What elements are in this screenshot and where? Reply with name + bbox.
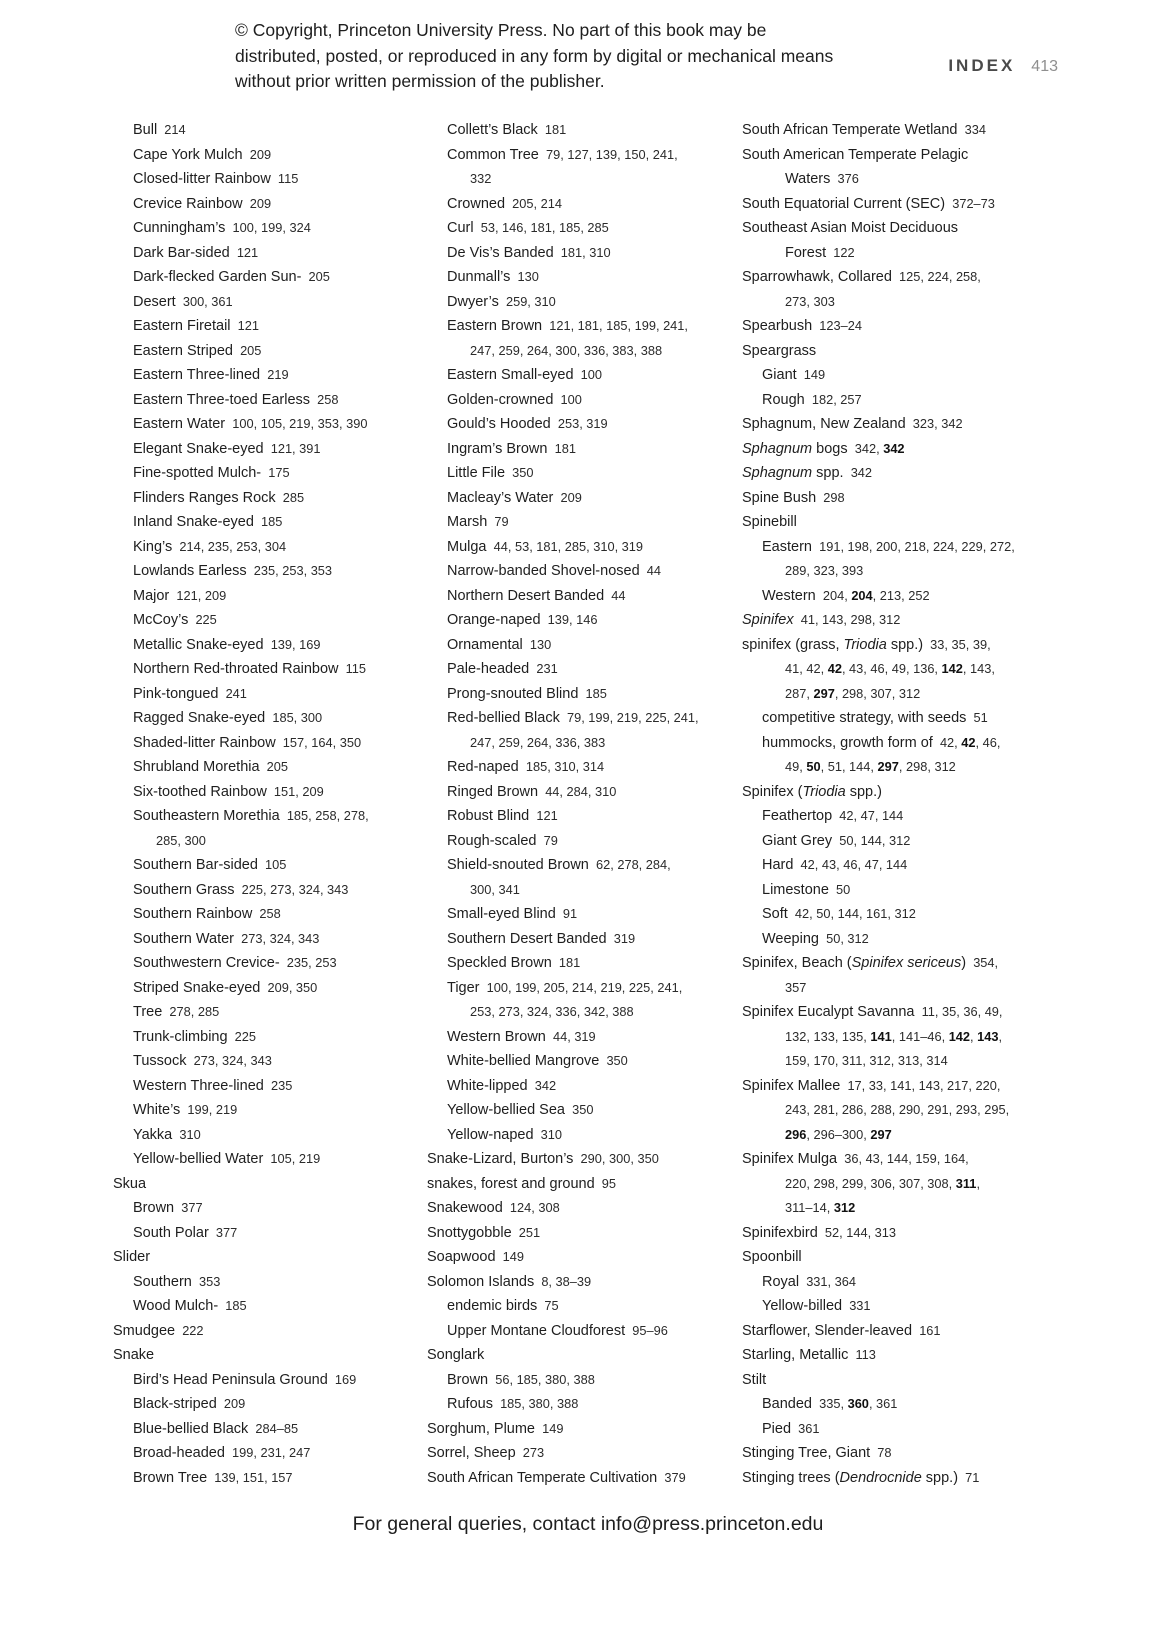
index-entry-main: Spinifex (Triodia spp.): [742, 783, 882, 800]
index-entry-main: Snottygobble 251: [427, 1224, 541, 1241]
index-entry-wrap: 332: [470, 171, 492, 186]
index-entry-sub: Eastern Three-toed Earless 258: [133, 391, 339, 408]
copyright-notice: © Copyright, Princeton University Press. No part of this book may be distributed, posted, or reproduced in any form by digital or mechanical means without prior written permission of the publisher.: [235, 20, 834, 91]
index-entry-sub: Southeastern Morethia 185, 258, 278,: [133, 808, 369, 824]
index-entry-sub: Weeping 50, 312: [762, 930, 869, 947]
index-entry-main: Snake-Lizard, Burton’s 290, 300, 350: [427, 1151, 659, 1167]
index-entry-main: Sparrowhawk, Collared 125, 224, 258,: [742, 269, 981, 285]
index-entry-main: Spinebill: [742, 514, 797, 530]
index-entry-wrap: 247, 259, 264, 300, 336, 383, 388: [470, 342, 663, 358]
index-entry-main: Solomon Islands 8, 38–39: [427, 1273, 592, 1290]
index-entry-sub: Western Brown 44, 319: [447, 1028, 596, 1045]
index-entry-sub: Southwestern Crevice- 235, 253: [133, 955, 337, 971]
index-entry-sub: Giant 149: [762, 367, 826, 383]
index-entry-main: Stinging trees (Dendrocnide spp.) 71: [742, 1469, 980, 1486]
index-entry-sub: Eastern Firetail 121: [133, 318, 259, 334]
index-entry-main: Stinging Tree, Giant 78: [742, 1445, 892, 1461]
index-entry-wrap: 41, 42, 42, 43, 46, 49, 136, 142, 143,: [785, 661, 995, 676]
index-entry-sub: Golden-crowned 100: [447, 391, 582, 408]
index-entry-sub: Rough-scaled 79: [447, 832, 558, 849]
section-label: INDEX: [948, 56, 1016, 75]
index-entry-sub: Little File 350: [447, 465, 534, 481]
index-entry-wrap: 220, 298, 299, 306, 307, 308, 311,: [785, 1175, 980, 1191]
index-entry-sub: Pied 361: [762, 1420, 820, 1437]
index-entry-main: Skua: [113, 1175, 147, 1192]
index-entry-sub: Tiger 100, 199, 205, 214, 219, 225, 241,: [447, 979, 683, 996]
index-entry-sub: King’s 214, 235, 253, 304: [133, 538, 287, 555]
index-entry-sub: Narrow-banded Shovel-nosed 44: [447, 563, 662, 579]
index-entry-main: snakes, forest and ground 95: [427, 1175, 617, 1192]
index-entry-wrap: Forest 122: [785, 244, 855, 261]
index-entry-sub: Tree 278, 285: [133, 1004, 220, 1020]
index-entry-main: Spoonbill: [742, 1249, 802, 1265]
index-entry-sub: Western 204, 204, 213, 252: [762, 587, 930, 604]
index-entry-sub: Small-eyed Blind 91: [447, 906, 578, 922]
index-entry-wrap: Waters 376: [785, 171, 859, 187]
index-entry-sub: McCoy’s 225: [133, 612, 217, 628]
index-entry-main: Spinifex Eucalypt Savanna 11, 35, 36, 49,: [742, 1004, 1003, 1020]
index-entry-sub: Northern Red-throated Rainbow 115: [133, 661, 367, 677]
index-column: [113, 118, 427, 1490]
index-entry-sub: Six-toothed Rainbow 151, 209: [133, 783, 324, 800]
index-entry-wrap: 300, 341: [470, 881, 520, 897]
index-entry-sub: Bull 214: [133, 122, 186, 138]
index-entry-sub: Closed-litter Rainbow 115: [133, 171, 299, 187]
index-entry-main: Starflower, Slender-leaved 161: [742, 1322, 941, 1339]
index-entry-sub: Royal 331, 364: [762, 1273, 857, 1290]
index-entry-sub: Speckled Brown 181: [447, 955, 581, 971]
index-entry-sub: Dark Bar-sided 121: [133, 244, 259, 261]
index-entry-sub: Eastern 191, 198, 200, 218, 224, 229, 272,: [762, 538, 1015, 555]
index-entry-sub: White-bellied Mangrove 350: [447, 1053, 628, 1069]
index-entry-sub: Shield-snouted Brown 62, 278, 284,: [447, 857, 671, 873]
index-entry-sub: Northern Desert Banded 44: [447, 587, 626, 604]
index-entry-sub: Black-striped 209: [133, 1396, 246, 1412]
index-entry-main: Spinifex Mallee 17, 33, 141, 143, 217, 220,: [742, 1077, 1001, 1094]
index-entry-sub: Crowned 205, 214: [447, 195, 562, 212]
page-footer: [0, 1513, 1176, 1536]
index-entry-main: Sphagnum, New Zealand 323, 342: [742, 416, 963, 432]
index-entry-sub: Yellow-billed 331: [762, 1298, 871, 1314]
index-entry-sub: Dwyer’s 259, 310: [447, 293, 556, 310]
index-entry-sub: Curl 53, 146, 181, 185, 285: [447, 220, 609, 236]
index-entry-sub: Inland Snake-eyed 185: [133, 514, 283, 530]
index-entry-main: Sorrel, Sheep 273: [427, 1445, 545, 1461]
index-entry-sub: Yellow-bellied Water 105, 219: [133, 1151, 321, 1167]
index-entry-wrap: 49, 50, 51, 144, 297, 298, 312: [785, 759, 956, 774]
index-entry-sub: Ornamental 130: [447, 636, 552, 653]
index-entry-sub: Rufous 185, 380, 388: [447, 1396, 579, 1412]
index-entry-sub: Dark-flecked Garden Sun- 205: [133, 269, 330, 285]
index-entry-main: Slider: [113, 1249, 151, 1265]
index-entry-main: South Equatorial Current (SEC) 372–73: [742, 195, 995, 212]
index-entry-main: Spinifex, Beach (Spinifex sericeus) 354,: [742, 955, 999, 971]
index-entry-sub: Hard 42, 43, 46, 47, 144: [762, 857, 908, 873]
index-entry-sub: Yellow-bellied Sea 350: [447, 1102, 594, 1118]
index-entry-wrap: 311–14, 312: [785, 1200, 856, 1215]
index-entry-wrap: 296, 296–300, 297: [785, 1126, 892, 1142]
index-entry-main: Soapwood 149: [427, 1249, 524, 1265]
index-entry-main: Smudgee 222: [113, 1322, 204, 1339]
index-entry-sub: Giant Grey 50, 144, 312: [762, 832, 911, 849]
index-entry-sub: Red-bellied Black 79, 199, 219, 225, 241,: [447, 710, 699, 726]
index-entry-sub: Southern Bar-sided 105: [133, 857, 287, 873]
index-entry-sub: Upper Montane Cloudforest 95–96: [447, 1322, 668, 1339]
index-entry-sub: White-lipped 342: [447, 1077, 557, 1094]
index-column: [427, 118, 742, 1490]
index-entry-sub: Common Tree 79, 127, 139, 150, 241,: [447, 146, 678, 163]
index-entry-wrap: 285, 300: [156, 832, 206, 848]
index-entry-sub: Eastern Striped 205: [133, 342, 262, 359]
index-entry-sub: Ragged Snake-eyed 185, 300: [133, 710, 323, 726]
index-entry-sub: Eastern Small-eyed 100: [447, 367, 602, 383]
index-entry-main: Sorghum, Plume 149: [427, 1420, 564, 1437]
index-entry-sub: Cunningham’s 100, 199, 324: [133, 220, 311, 236]
index-entry-main: Sphagnum bogs 342, 342: [742, 440, 905, 457]
index-entry-sub: Lowlands Earless 235, 253, 353: [133, 563, 333, 579]
index-entry-sub: Orange-naped 139, 146: [447, 612, 598, 628]
index-entry-main: Spinifex Mulga 36, 43, 144, 159, 164,: [742, 1151, 969, 1167]
index-entry-sub: Metallic Snake-eyed 139, 169: [133, 636, 321, 653]
index-entry-main: Spine Bush 298: [742, 489, 845, 506]
index-entry-sub: Southern Water 273, 324, 343: [133, 930, 320, 947]
index-entry-main: Snakewood 124, 308: [427, 1200, 560, 1216]
index-entry-main: South African Temperate Wetland 334: [742, 122, 986, 138]
index-entry-main: Spinifex 41, 143, 298, 312: [742, 612, 901, 628]
index-entry-sub: competitive strategy, with seeds 51: [762, 710, 988, 726]
index-entry-sub: Wood Mulch- 185: [133, 1298, 247, 1314]
index-entry-main: spinifex (grass, Triodia spp.) 33, 35, 39,: [742, 636, 991, 653]
index-entry-sub: Marsh 79: [447, 514, 509, 530]
index-entry-sub: Robust Blind 121: [447, 808, 558, 824]
index-entry-sub: Gould’s Hooded 253, 319: [447, 416, 608, 432]
index-entry-sub: Desert 300, 361: [133, 293, 233, 310]
index-entry-sub: Blue-bellied Black 284–85: [133, 1420, 299, 1437]
index-entry-sub: Cape York Mulch 209: [133, 146, 272, 163]
index-entry-sub: Collett’s Black 181: [447, 122, 567, 138]
index-entry-sub: Red-naped 185, 310, 314: [447, 759, 605, 775]
index-entry-sub: Southern 353: [133, 1273, 221, 1290]
index-entry-wrap: 289, 323, 393: [785, 563, 864, 578]
index-entry-wrap: 132, 133, 135, 141, 141–46, 142, 143,: [785, 1028, 1003, 1044]
index-entry-sub: Feathertop 42, 47, 144: [762, 808, 904, 824]
footer-contact: For general queries, contact info@press.princeton.edu: [352, 1513, 824, 1535]
index-entry-sub: Trunk-climbing 225: [133, 1028, 257, 1045]
index-entry-sub: Banded 335, 360, 361: [762, 1396, 898, 1412]
index-entry-sub: Striped Snake-eyed 209, 350: [133, 979, 318, 996]
index-entry-sub: Yakka 310: [133, 1126, 201, 1143]
index-entry-wrap: 253, 273, 324, 336, 342, 388: [470, 1004, 634, 1019]
index-entry-main: Speargrass: [742, 342, 817, 359]
index-entry-sub: endemic birds 75: [447, 1298, 559, 1314]
index-entry-wrap: 357: [785, 979, 807, 995]
index-entry-sub: South Polar 377: [133, 1224, 238, 1241]
index-entry-sub: Eastern Three-lined 219: [133, 367, 289, 383]
index-entry-main: Spearbush 123–24: [742, 318, 862, 334]
index-entry-sub: Elegant Snake-eyed 121, 391: [133, 440, 321, 457]
index-entry-sub: Southern Rainbow 258: [133, 906, 281, 922]
index-entry-sub: Dunmall’s 130: [447, 269, 539, 285]
index-entry-sub: Brown Tree 139, 151, 157: [133, 1469, 293, 1486]
index-entry-wrap: 159, 170, 311, 312, 313, 314: [785, 1053, 948, 1068]
index-entry-sub: Broad-headed 199, 231, 247: [133, 1445, 311, 1461]
index-entry-sub: Flinders Ranges Rock 285: [133, 489, 305, 506]
index-entry-sub: Major 121, 209: [133, 587, 227, 604]
index-entry-sub: Eastern Brown 121, 181, 185, 199, 241,: [447, 318, 688, 334]
index-entry-sub: Prong-snouted Blind 185: [447, 685, 607, 702]
index-entry-main: Songlark: [427, 1347, 485, 1363]
index-entry-sub: Eastern Water 100, 105, 219, 353, 390: [133, 416, 368, 432]
index-entry-sub: Brown 56, 185, 380, 388: [447, 1371, 595, 1388]
index-entry-sub: Crevice Rainbow 209: [133, 195, 272, 212]
index-entry-wrap: 247, 259, 264, 336, 383: [470, 734, 606, 750]
index-entry-wrap: 287, 297, 298, 307, 312: [785, 685, 921, 701]
index-entry-wrap: 273, 303: [785, 293, 835, 309]
index-entry-sub: Limestone 50: [762, 881, 851, 898]
index-entry-main: Snake: [113, 1347, 155, 1363]
index-entry-sub: White’s 199, 219: [133, 1102, 238, 1118]
index-entry-main: Stilt: [742, 1371, 767, 1388]
running-head: [948, 56, 1058, 76]
index-entry-sub: Western Three-lined 235: [133, 1077, 293, 1094]
index-column: [742, 118, 1054, 1490]
index-entry-sub: Macleay’s Water 209: [447, 489, 582, 506]
index-entry-sub: Southern Grass 225, 273, 324, 343: [133, 881, 349, 898]
index-entry-wrap: 243, 281, 286, 288, 290, 291, 293, 295,: [785, 1102, 1010, 1117]
index-entry-main: Spinifexbird 52, 144, 313: [742, 1224, 897, 1241]
index-entry-main: Starling, Metallic 113: [742, 1347, 876, 1363]
index-entry-main: South African Temperate Cultivation 379: [427, 1469, 686, 1486]
index-entry-sub: Tussock 273, 324, 343: [133, 1053, 272, 1069]
index-entry-sub: Mulga 44, 53, 181, 285, 310, 319: [447, 538, 644, 555]
index-entry-sub: Brown 377: [133, 1200, 203, 1216]
index-columns: [113, 118, 1054, 1490]
index-entry-main: Southeast Asian Moist Deciduous: [742, 220, 959, 236]
index-entry-sub: Southern Desert Banded 319: [447, 930, 636, 947]
index-entry-sub: Soft 42, 50, 144, 161, 312: [762, 906, 916, 922]
index-entry-sub: Shaded-litter Rainbow 157, 164, 350: [133, 734, 362, 751]
index-entry-sub: De Vis’s Banded 181, 310: [447, 244, 611, 261]
index-entry-sub: Bird’s Head Peninsula Ground 169: [133, 1371, 357, 1388]
index-entry-sub: Ingram’s Brown 181: [447, 440, 576, 457]
index-entry-main: Sphagnum spp. 342: [742, 465, 873, 481]
index-entry-sub: Fine-spotted Mulch- 175: [133, 465, 290, 481]
page-number: 413: [1031, 58, 1058, 75]
index-entry-sub: Rough 182, 257: [762, 391, 862, 408]
index-entry-sub: hummocks, growth form of 42, 42, 46,: [762, 734, 1001, 751]
index-entry-sub: Pale-headed 231: [447, 661, 558, 677]
index-entry-sub: Pink-tongued 241: [133, 685, 247, 702]
index-entry-sub: Shrubland Morethia 205: [133, 759, 289, 775]
index-entry-sub: Yellow-naped 310: [447, 1126, 563, 1143]
index-entry-main: South American Temperate Pelagic: [742, 146, 969, 163]
index-entry-sub: Ringed Brown 44, 284, 310: [447, 783, 617, 800]
